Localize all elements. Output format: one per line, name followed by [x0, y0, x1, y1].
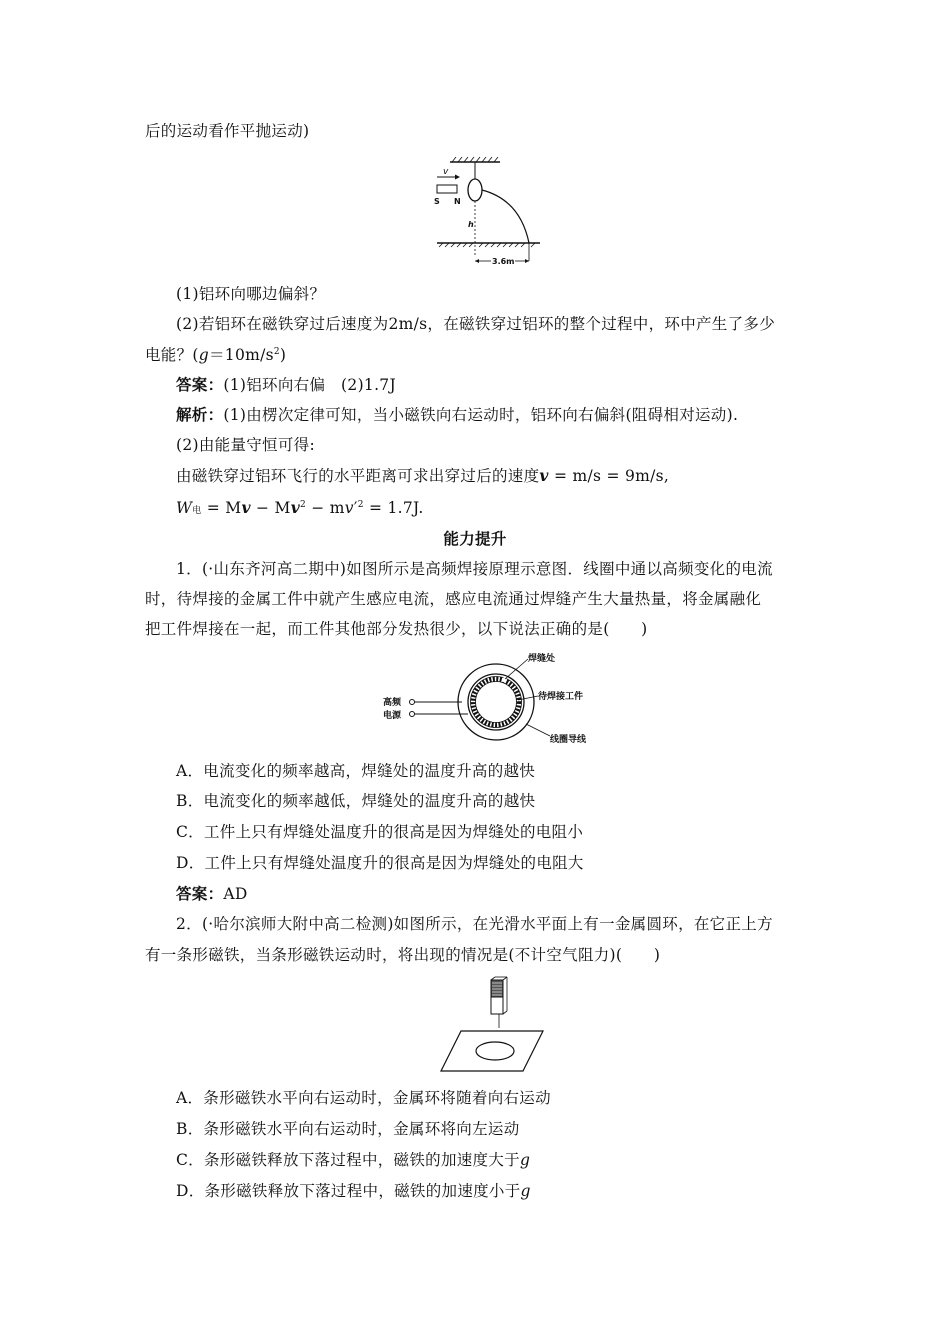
workpiece-label: 待焊接工件	[538, 692, 584, 702]
analysis-label: 解析：	[176, 405, 224, 424]
height-label: h	[468, 220, 474, 229]
text-span: = M	[201, 499, 242, 517]
source-label-2: 电源	[383, 711, 402, 721]
coil-label: 线圈导线	[550, 735, 587, 745]
velocity-label: v	[443, 167, 449, 177]
subscript: 电	[192, 506, 202, 516]
distance-label: 3.6m	[492, 257, 515, 266]
magnet-plane-diagram	[435, 976, 555, 1076]
g-symbol: g	[519, 1151, 531, 1169]
text-span: = 1.7J.	[363, 499, 424, 517]
analysis-line3	[176, 465, 841, 487]
q1-line1: 1．(·山东齐河高二期中)如图所示是高频焊接原理示意图．线圈中通以高频变化的电流	[176, 560, 773, 578]
top-text: 后的运动看作平抛运动)	[145, 122, 310, 140]
g-symbol: g	[520, 1182, 531, 1200]
q2-option-c	[176, 1149, 841, 1171]
magnet-ring-diagram	[425, 155, 545, 270]
option-text: B．条形磁铁水平向右运动时，金属环将向左运动	[176, 1120, 520, 1138]
q2-option-b	[176, 1118, 841, 1140]
sub-question-2-line2	[145, 344, 810, 366]
answer-label: 答案：	[176, 375, 224, 394]
v-symbol: v	[344, 499, 354, 517]
option-text: C．条形磁铁释放下落过程中，磁铁的加速度大于	[176, 1151, 520, 1169]
section-title: 能力提升	[443, 529, 507, 548]
analysis-line1	[176, 404, 841, 426]
w-symbol: W	[176, 499, 193, 517]
figure-magnet-ring	[425, 155, 545, 270]
figure-welding	[378, 650, 608, 750]
text-span: 电能？(	[145, 346, 199, 364]
text-span: )	[279, 346, 287, 364]
q1-option-a: A．电流变化的频率越高，焊缝处的温度升高的越快	[176, 762, 536, 780]
q1-line2: 时，待焊接的金属工件中就产生感应电流，感应电流通过焊缝产生大量热量，将金属融化	[145, 590, 762, 608]
v-symbol: v	[290, 498, 301, 517]
south-pole-label: S	[434, 197, 440, 206]
sub-question-1: (1)铝环向哪边偏斜？	[176, 285, 326, 303]
q1-option-b: B．电流变化的频率越低，焊缝处的温度升高的越快	[176, 792, 536, 810]
v-symbol: v	[539, 466, 549, 485]
weld-label: 焊缝处	[528, 654, 556, 664]
analysis-text: (1)由楞次定律可知，当小磁铁向右运动时，铝环向右偏斜(阻碍相对运动).	[223, 406, 739, 424]
answer-prev	[176, 374, 841, 396]
north-pole-label: N	[454, 197, 461, 206]
text-span: − M	[250, 499, 291, 517]
sub-question-2-line1: (2)若铝环在磁铁穿过后速度为2m/s，在磁铁穿过铝环的整个过程中，环中产生了多少	[176, 315, 775, 333]
q2-option-a	[176, 1087, 841, 1109]
analysis-line2: (2)由能量守恒可得:	[176, 436, 315, 454]
figure-magnet-plane	[435, 976, 555, 1076]
g-symbol: g	[198, 346, 209, 364]
prime: ′	[353, 499, 358, 517]
superscript: 2	[273, 346, 280, 357]
q2-option-d	[176, 1180, 841, 1202]
text-span: − m	[306, 499, 345, 517]
q2-line2: 有一条形磁铁，当条形磁铁运动时，将出现的情况是(不计空气阻力)( )	[145, 946, 661, 964]
answer-text: (1)铝环向右偏 (2)1.7J	[223, 376, 396, 394]
q1-answer	[176, 883, 841, 905]
q2-line1: 2．(·哈尔滨师大附中高二检测)如图所示，在光滑水平面上有一金属圆环，在它正上方	[176, 915, 773, 933]
option-text: D．条形磁铁释放下落过程中，磁铁的加速度小于	[176, 1182, 521, 1200]
q1-option-c: C．工件上只有焊缝处温度升的很高是因为焊缝处的电阻小	[176, 823, 584, 841]
superscript: 2	[300, 499, 307, 510]
welding-diagram	[378, 650, 608, 750]
option-text: A．条形磁铁水平向右运动时，金属环将随着向右运动	[176, 1089, 551, 1107]
source-label-1: 高频	[383, 698, 402, 708]
text-span: 由磁铁穿过铝环飞行的水平距离可求出穿过后的速度	[176, 467, 540, 485]
q1-line3: 把工件焊接在一起，而工件其他部分发热很少，以下说法正确的是( )	[145, 620, 648, 638]
superscript: 2	[357, 499, 364, 510]
answer-label: 答案：	[176, 884, 224, 903]
q1-option-d: D．工件上只有焊缝处温度升的很高是因为焊缝处的电阻大	[176, 854, 584, 872]
text-span: = m/s = 9m/s,	[548, 467, 670, 485]
v-symbol: v	[241, 498, 251, 517]
energy-equation	[176, 497, 841, 522]
answer-text: AD	[223, 885, 248, 903]
text-span: ＝10m/s	[208, 346, 274, 364]
